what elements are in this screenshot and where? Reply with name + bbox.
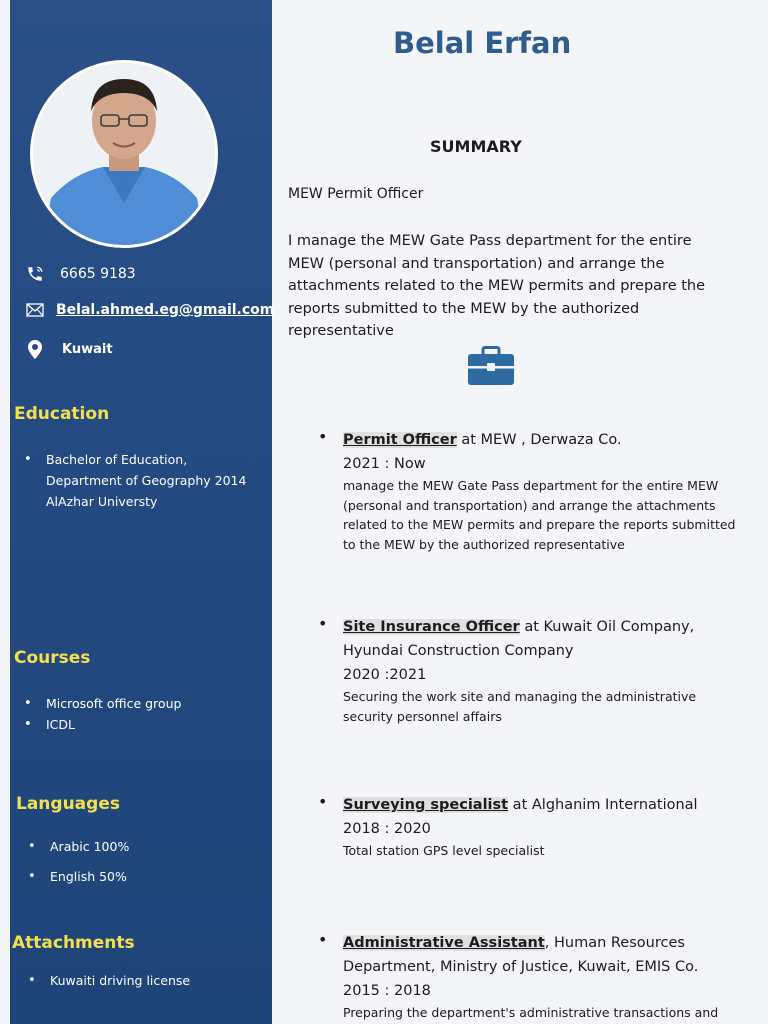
experience-company: at MEW , Derwaza Co. — [456, 432, 622, 448]
languages-list — [28, 836, 129, 887]
bullet: • — [318, 614, 328, 633]
profile-photo — [30, 60, 218, 248]
experience-dates: 2020 :2021 — [343, 667, 427, 683]
attachments-list — [28, 970, 190, 991]
profile-photo-image — [33, 63, 215, 245]
experience-company: at Kuwait Oil Company, Hyundai Construction Company — [343, 619, 695, 659]
sidebar — [10, 0, 275, 1024]
summary-text: I manage the MEW Gate Pass department for the entire MEW (personal and transportation) and arrange the attachments related to the MEW permits and prepare the reports submitted to the MEW by the authorized representative — [288, 233, 706, 339]
attachment-item: • Kuwaiti driving license — [28, 970, 190, 991]
experience-heading — [343, 428, 738, 452]
experience-description: Total station GPS level specialist — [343, 843, 545, 858]
briefcase-icon — [467, 346, 515, 390]
experience-dates: 2018 : 2020 — [343, 821, 431, 837]
location-pin-icon — [20, 340, 50, 359]
bullet: • — [318, 427, 328, 446]
experience-description: Securing the work site and managing the administrative security personnel affairs — [343, 689, 697, 724]
email-link[interactable]: Belal.ahmed.eg@gmail.com — [56, 302, 275, 318]
experience-item — [318, 428, 738, 554]
experience-title: Site Insurance Officer — [343, 619, 520, 635]
experience-company: at Alghanim International — [508, 797, 698, 813]
courses-list — [24, 693, 181, 735]
experience-item — [318, 931, 738, 1023]
course-item: • ICDL — [24, 714, 181, 735]
envelope-icon — [20, 303, 50, 317]
contact-location — [20, 340, 113, 359]
experience-heading — [343, 793, 738, 817]
bullet: • — [318, 930, 328, 949]
experience-item — [318, 615, 738, 726]
candidate-name: Belal Erfan — [393, 26, 572, 60]
experience-dates: 2021 : Now — [343, 456, 426, 472]
language-item: • English 50% — [28, 866, 129, 887]
location-text: Kuwait — [62, 342, 113, 357]
experience-dates: 2015 : 2018 — [343, 983, 431, 999]
experience-company: , Human Resources Department, Ministry of Justice, Kuwait, EMIS Co. — [343, 935, 699, 975]
experience-item — [318, 793, 738, 861]
language-item: • Arabic 100% — [28, 836, 129, 857]
summary-heading: SUMMARY — [430, 137, 522, 156]
education-heading: Education — [14, 404, 110, 424]
education-item: • Bachelor of Education, Department of Geography 2014 AlAzhar Universty — [24, 449, 260, 512]
languages-heading: Languages — [16, 794, 120, 814]
phone-number: 6665 9183 — [60, 266, 136, 282]
bullet: • — [318, 792, 328, 811]
experience-title: Surveying specialist — [343, 797, 509, 813]
experience-description: manage the MEW Gate Pass department for the entire MEW (personal and transportation) and arrange the attachments related to the MEW permits and prepare the reports submitted to the MEW by the authorized representative — [343, 478, 736, 552]
attachments-heading: Attachments — [12, 933, 135, 953]
experience-title: Permit Officer — [343, 432, 457, 448]
contact-phone — [20, 265, 136, 283]
course-item: • Microsoft office group — [24, 693, 181, 714]
contact-email — [20, 302, 274, 318]
experience-heading — [343, 931, 738, 979]
experience-heading — [343, 615, 738, 663]
summary-role: MEW Permit Officer — [288, 186, 424, 202]
courses-heading: Courses — [14, 648, 91, 668]
education-list — [24, 449, 260, 512]
experience-title: Administrative Assistant — [343, 935, 545, 951]
experience-description: Preparing the department's administrative transactions and — [343, 1005, 719, 1020]
phone-icon — [20, 265, 50, 283]
